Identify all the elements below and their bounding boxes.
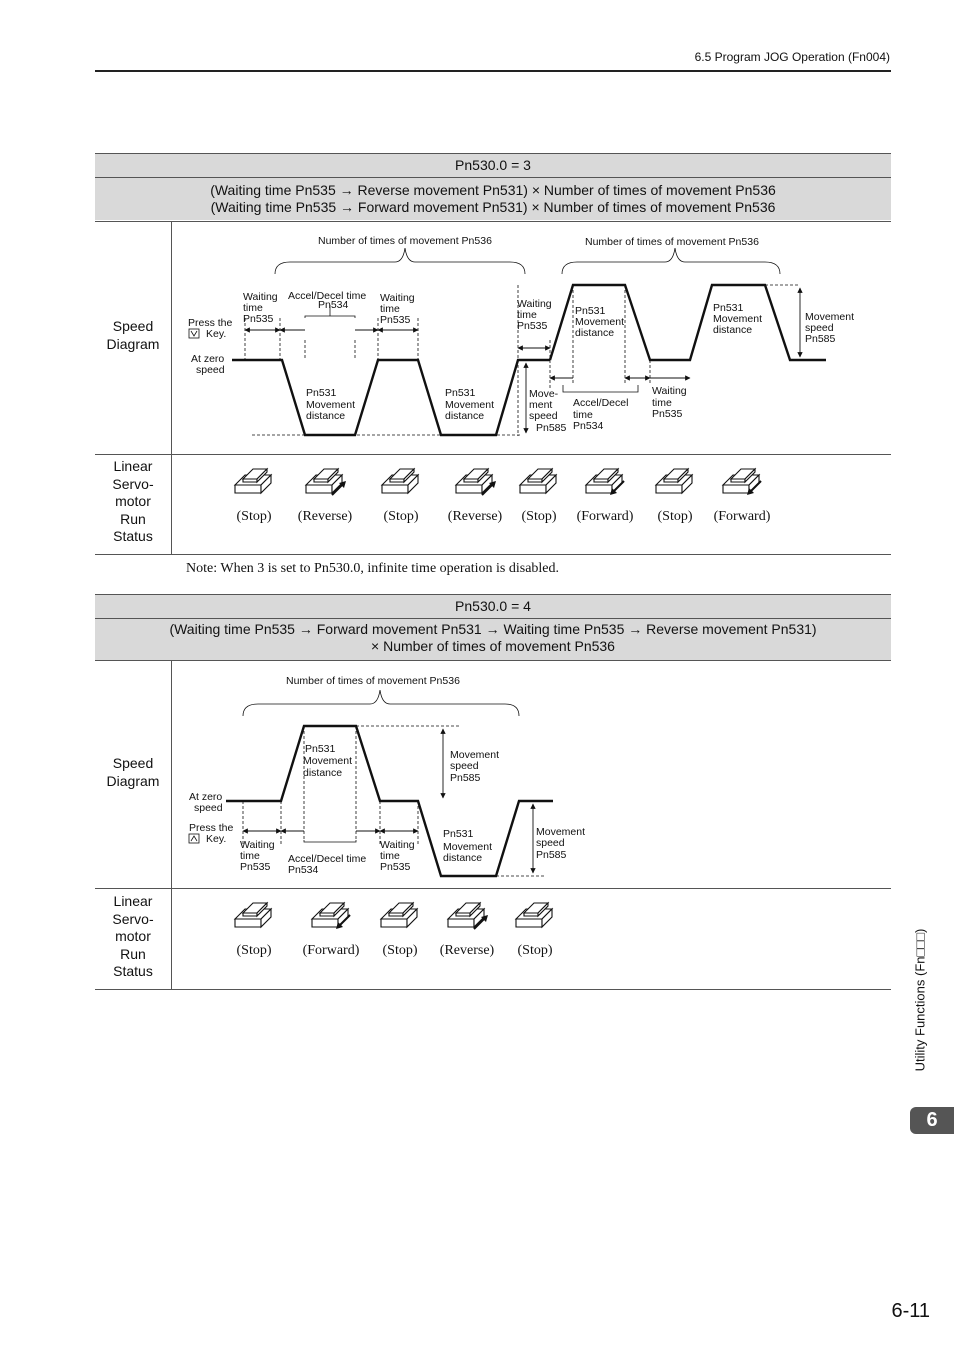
motor-stop-icon bbox=[231, 899, 277, 938]
motor-reverse-icon bbox=[452, 465, 498, 504]
status-label: (Reverse) bbox=[297, 509, 353, 524]
status-label: (Stop) bbox=[382, 943, 418, 958]
run-status-row bbox=[95, 889, 891, 988]
run-status-label: Linear Servo- motor Run Status bbox=[112, 893, 154, 979]
movement-speed-right: Movement speed Pn585 bbox=[805, 311, 855, 345]
brace-right-label: Number of times of movement Pn536 bbox=[585, 236, 759, 248]
pattern-line-2: × Number of times of movement Pn536 bbox=[371, 638, 615, 654]
status-label: (Reverse) bbox=[447, 509, 503, 524]
speed-diagram-label: Speed Diagram bbox=[106, 755, 160, 789]
press-key-label: Press the bbox=[188, 317, 233, 329]
table-title: Pn530.0 = 4 bbox=[455, 598, 531, 614]
brace-left-label: Number of times of movement Pn536 bbox=[318, 235, 492, 247]
movement-speed-low: Move-ment speed Pn585 bbox=[529, 388, 567, 434]
note-text: Note: When 3 is set to Pn530.0, infinite time operation is disabled. bbox=[186, 561, 560, 576]
table-pn530-4 bbox=[95, 594, 891, 990]
movement-speed-1: Movement speed Pn585 bbox=[450, 749, 500, 784]
brace-right bbox=[562, 248, 780, 274]
press-key-label: Press the bbox=[189, 822, 234, 834]
motor-forward-icon bbox=[719, 465, 765, 504]
motor-stop-icon bbox=[377, 899, 423, 938]
waiting-time-1: Waiting time Pn535 bbox=[240, 839, 275, 873]
brace-label: Number of times of movement Pn536 bbox=[286, 675, 460, 687]
motor-stop-icon bbox=[231, 465, 277, 504]
status-label: (Stop) bbox=[236, 509, 272, 524]
table-title-row bbox=[95, 594, 891, 618]
pattern-row bbox=[95, 618, 891, 660]
status-label: (Stop) bbox=[383, 509, 419, 524]
pattern-row bbox=[95, 177, 891, 220]
pattern-line-1: (Waiting time Pn535 → Reverse movement Pn531) × Number of times of movement Pn536 bbox=[210, 182, 776, 198]
movement-distance-1: Pn531 Movement distance bbox=[306, 387, 356, 422]
waiting-time-2: Waiting time Pn535 bbox=[380, 839, 415, 873]
status-label: (Stop) bbox=[521, 509, 557, 524]
pattern-line-2: (Waiting time Pn535 → Forward movement Pn531) × Number of times of movement Pn536 bbox=[210, 199, 776, 215]
motor-reverse-icon bbox=[444, 899, 490, 938]
chapter-side-label: Utility Functions (Fn□□□) bbox=[912, 928, 928, 1072]
svg-text:Key.: Key. bbox=[206, 328, 227, 340]
motor-forward-icon bbox=[308, 899, 354, 938]
at-zero-label: At zero speed bbox=[191, 353, 225, 376]
brace bbox=[243, 690, 519, 716]
table-title: Pn530.0 = 3 bbox=[455, 157, 531, 173]
speed-diagram-1 bbox=[172, 222, 891, 454]
brace-left bbox=[275, 248, 525, 274]
header-rule bbox=[95, 70, 891, 72]
waiting-time-1: Waiting time Pn535 bbox=[243, 291, 278, 325]
motor-stop-icon bbox=[512, 899, 558, 938]
status-label: (Forward) bbox=[302, 943, 360, 958]
movement-distance-2: Pn531 Movement distance bbox=[445, 387, 495, 422]
movement-distance-4: Pn531 Movement distance bbox=[713, 302, 763, 336]
accel-time: Accel/Decel time Pn534 bbox=[288, 853, 367, 876]
movement-speed-2: Movement speed Pn585 bbox=[536, 826, 586, 861]
waiting-time-2: Waiting time Pn535 bbox=[380, 292, 415, 326]
table-title-row bbox=[95, 153, 891, 177]
waiting-time-3: Waiting time Pn535 bbox=[517, 298, 552, 332]
motor-forward-icon bbox=[582, 465, 628, 504]
row-divider bbox=[95, 989, 891, 990]
motor-stop-icon bbox=[516, 465, 562, 504]
movement-distance-1: Pn531 Movement distance bbox=[303, 743, 353, 779]
motor-stop-icon bbox=[378, 465, 424, 504]
run-status-label: Linear Servo- motor Run Status bbox=[112, 458, 154, 544]
row-divider bbox=[95, 554, 891, 555]
accel-time-1: Accel/Decel time Pn534 bbox=[288, 290, 367, 311]
movement-distance-3: Pn531 Movement distance bbox=[575, 305, 625, 339]
status-label: (Forward) bbox=[576, 509, 634, 524]
section-title: 6.5 Program JOG Operation (Fn004) bbox=[694, 50, 890, 64]
status-label: (Reverse) bbox=[439, 943, 495, 958]
speed-profile-reverse bbox=[232, 360, 550, 435]
status-label: (Stop) bbox=[657, 509, 693, 524]
accel-time-2: Accel/Decel time Pn534 bbox=[573, 397, 629, 432]
svg-text:Key.: Key. bbox=[206, 833, 227, 845]
table-pn530-3 bbox=[95, 153, 891, 555]
run-status-row bbox=[95, 455, 891, 553]
speed-diagram-2 bbox=[172, 661, 891, 888]
motor-stop-icon bbox=[652, 465, 698, 504]
movement-distance-2: Pn531 Movement distance bbox=[443, 828, 493, 864]
status-label: (Forward) bbox=[713, 509, 771, 524]
speed-diagram-label: Speed Diagram bbox=[106, 318, 160, 352]
page-number: 6-11 bbox=[891, 1300, 930, 1322]
waiting-time-4: Waiting time Pn535 bbox=[652, 385, 687, 420]
at-zero-label: At zero speed bbox=[189, 791, 223, 814]
status-label: (Stop) bbox=[517, 943, 553, 958]
status-label: (Stop) bbox=[236, 943, 272, 958]
chapter-tab: 6 bbox=[910, 1107, 954, 1134]
motor-reverse-icon bbox=[302, 465, 348, 504]
pattern-line-1: (Waiting time Pn535 → Forward movement Pn531 → Waiting time Pn535 → Reverse movement Pn531) bbox=[169, 621, 817, 637]
